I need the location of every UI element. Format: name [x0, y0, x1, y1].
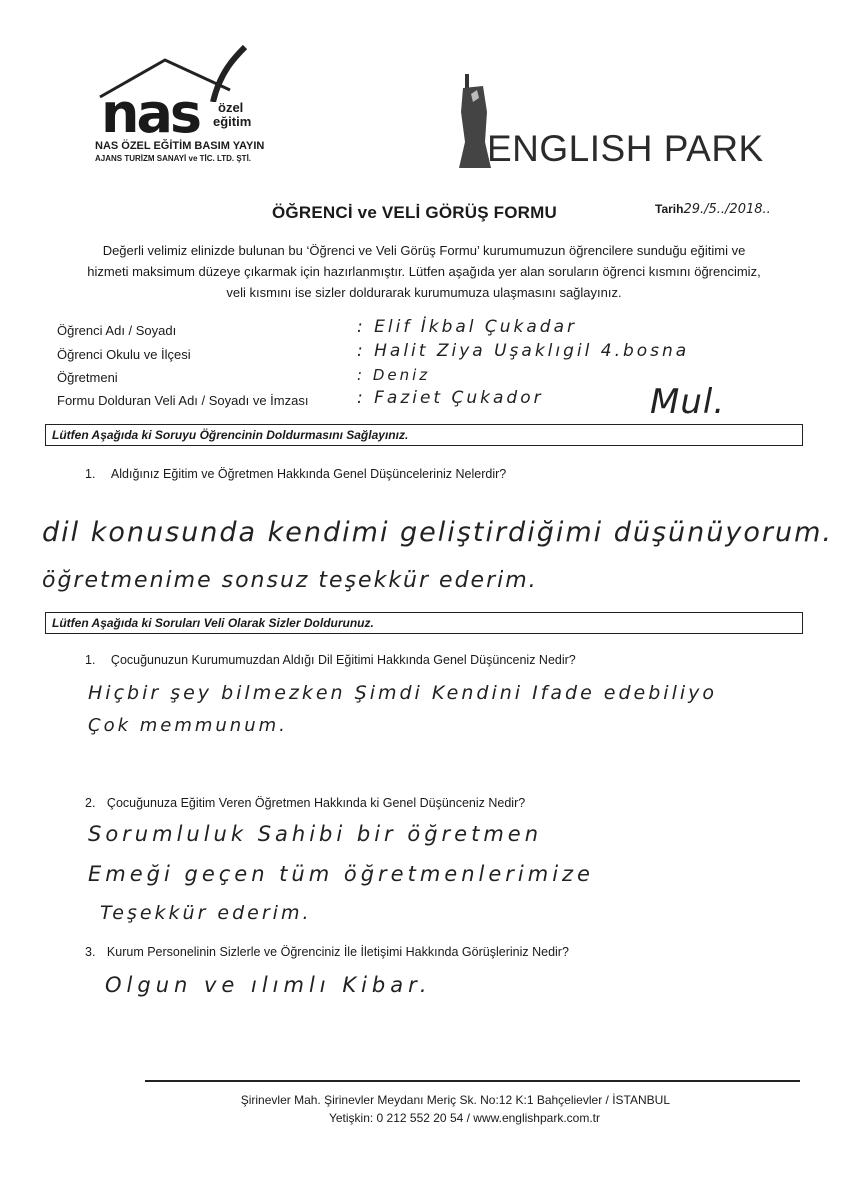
- footer-contact: Yetişkin: 0 212 552 20 54 / www.englishpark.com.tr: [328, 1111, 600, 1125]
- field-student-school: [57, 341, 817, 364]
- parent-answer-2-line-3: Teşekkür ederim.: [100, 902, 312, 924]
- field-value: : Halit Ziya Uşaklıgil 4.bosna: [357, 341, 690, 361]
- parent-question-3: [85, 945, 569, 959]
- nas-logo-letters: nas: [101, 82, 200, 145]
- footer-rule: [145, 1080, 800, 1082]
- field-value: : Faziet Çukador: [357, 388, 544, 408]
- date-label: Tarih: [655, 202, 684, 216]
- question-text: Kurum Personelinin Sizlerle ve Öğrenciniz İle İletişimi Hakkında Görüşleriniz Nedir?: [106, 945, 569, 959]
- field-student-name: [57, 317, 817, 340]
- parent-section-header: Lütfen Aşağıda ki Soruları Veli Olarak Sizler Doldurunuz.: [45, 612, 803, 634]
- parent-question-1: [85, 653, 576, 667]
- question-text: Aldığınız Eğitim ve Öğretmen Hakkında Genel Düşünceleriniz Nelerdir?: [110, 467, 507, 481]
- intro-line-1: Değerli velimiz elinizde bulunan bu ‘Öğrenci ve Veli Görüş Formu’ kurumumuzun öğrencilere sunduğu eğitimi ve: [102, 243, 746, 258]
- parent-answer-1-line-2: Çok memmunum.: [88, 715, 288, 736]
- student-question-1: [85, 467, 506, 481]
- question-text: Çocuğunuzun Kurumumuzdan Aldığı Dil Eğitimi Hakkında Genel Düşünceniz Nedir?: [110, 653, 576, 667]
- parent-answer-2-line-1: Sorumluluk Sahibi bir öğretmen: [88, 822, 543, 846]
- nas-logo: [95, 42, 265, 167]
- form-title: ÖĞRENCİ ve VELİ GÖRÜŞ FORMU: [272, 203, 557, 222]
- form-date: [655, 202, 771, 217]
- intro-line-3: veli kısmını ise sizler doldurarak kurumumuza ulaşmasını sağlayınız.: [226, 285, 622, 300]
- nas-ozel: özel: [218, 100, 244, 115]
- field-value: : Elif İkbal Çukadar: [357, 317, 578, 337]
- field-label: Öğretmeni: [57, 370, 118, 385]
- intro-line-2: hizmeti maksimum düzeye çıkarmak için hazırlanmıştır. Lütfen aşağıda yer alan soruların öğrenci kısmını öğrencimiz,: [87, 264, 761, 279]
- parent-signature: Mul.: [650, 382, 726, 422]
- parent-answer-3-line-1: Olgun ve ılımlı Kibar.: [105, 973, 432, 997]
- question-number: 1.: [85, 653, 96, 667]
- question-number: 1.: [85, 467, 96, 481]
- question-text: Çocuğunuza Eğitim Veren Öğretmen Hakkında ki Genel Düşünceniz Nedir?: [106, 796, 526, 810]
- question-number: 2.: [85, 796, 96, 810]
- footer-address: Şirinevler Mah. Şirinevler Meydanı Meriç Sk. No:12 K:1 Bahçelievler / İSTANBUL: [240, 1093, 670, 1107]
- field-label: Öğrenci Okulu ve İlçesi: [57, 347, 191, 362]
- parent-answer-1-line-1: Hiçbir şey bilmezken Şimdi Kendini Ifade edebiliyo: [88, 682, 718, 704]
- intro-paragraph: [44, 240, 804, 303]
- nas-egitim: eğitim: [213, 114, 252, 129]
- field-label: Öğrenci Adı / Soyadı: [57, 323, 177, 338]
- student-answer-line-1: dil konusunda kendimi geliştirdiğimi düşünüyorum.: [42, 517, 833, 548]
- date-value: 29./5../2018..: [683, 202, 771, 217]
- student-section-header: Lütfen Aşağıda ki Soruyu Öğrencinin Doldurmasını Sağlayınız.: [45, 424, 803, 446]
- english-park-logo: [445, 72, 790, 172]
- nas-company-name: NAS ÖZEL EĞİTİM BASIM YAYIN: [95, 140, 265, 152]
- parent-answer-2-line-2: Emeği geçen tüm öğretmenlerimize: [88, 862, 594, 886]
- field-value: : Deniz: [357, 366, 431, 384]
- nas-company-sub: AJANS TURİZM SANAYİ ve TİC. LTD. ŞTİ.: [95, 154, 252, 163]
- english-park-wordmark: ENGLISH PARK: [487, 128, 764, 169]
- parent-question-2: [85, 796, 525, 810]
- question-number: 3.: [85, 945, 96, 959]
- student-answer-line-2: öğretmenime sonsuz teşekkür ederim.: [42, 568, 538, 593]
- field-label: Formu Dolduran Veli Adı / Soyadı ve İmzası: [57, 393, 309, 408]
